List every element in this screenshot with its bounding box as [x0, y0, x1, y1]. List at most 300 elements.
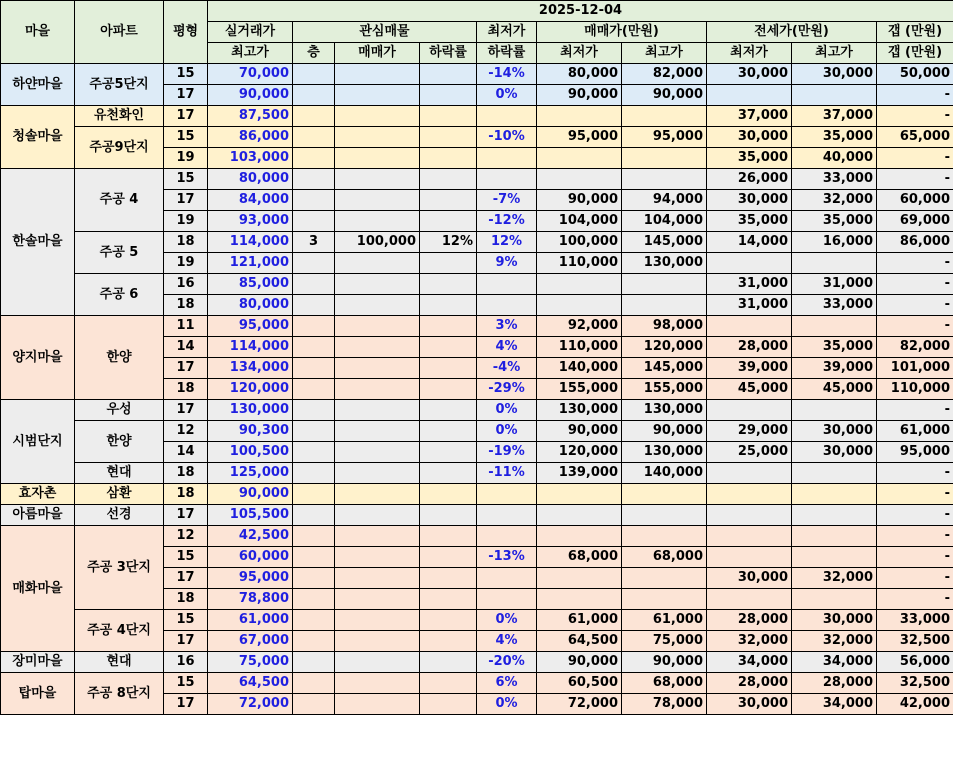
interest-price-cell: [335, 127, 420, 148]
interest-price-cell: [335, 106, 420, 127]
real-trade-max-cell: 67,000: [208, 631, 293, 652]
pyeong-cell: 17: [164, 568, 208, 589]
pyeong-cell: 15: [164, 610, 208, 631]
real-trade-max-cell: 120,000: [208, 379, 293, 400]
header-sale-max: 최고가: [622, 43, 707, 64]
real-trade-max-cell: 86,000: [208, 127, 293, 148]
interest-price-cell: [335, 505, 420, 526]
apartment-cell: 주공 3단지: [75, 526, 164, 610]
real-trade-max-cell: 80,000: [208, 295, 293, 316]
real-trade-max-cell: 64,500: [208, 673, 293, 694]
jeonse-max-cell: [792, 505, 877, 526]
table-row: [1, 652, 953, 673]
interest-floor-cell: [293, 379, 335, 400]
sale-max-cell: 130,000: [622, 442, 707, 463]
jeonse-min-cell: 37,000: [707, 106, 792, 127]
real-trade-max-cell: 90,300: [208, 421, 293, 442]
gap-cell: -: [877, 85, 953, 106]
jeonse-max-cell: 16,000: [792, 232, 877, 253]
sale-max-cell: 68,000: [622, 673, 707, 694]
gap-cell: 110,000: [877, 379, 953, 400]
jeonse-max-cell: 39,000: [792, 358, 877, 379]
interest-price-cell: [335, 295, 420, 316]
pyeong-cell: 17: [164, 190, 208, 211]
gap-cell: -: [877, 589, 953, 610]
village-cell: 탑마을: [1, 673, 75, 715]
interest-drop-cell: [420, 442, 477, 463]
gap-cell: 56,000: [877, 652, 953, 673]
real-trade-max-cell: 103,000: [208, 148, 293, 169]
table-row: [1, 316, 953, 337]
table-row: [1, 274, 953, 295]
interest-drop-cell: [420, 610, 477, 631]
lowest-drop-cell: [477, 526, 537, 547]
jeonse-max-cell: 32,000: [792, 631, 877, 652]
pyeong-cell: 18: [164, 379, 208, 400]
apartment-cell: 현대: [75, 652, 164, 673]
jeonse-min-cell: 45,000: [707, 379, 792, 400]
interest-floor-cell: 3: [293, 232, 335, 253]
jeonse-max-cell: 30,000: [792, 421, 877, 442]
interest-price-cell: [335, 526, 420, 547]
sale-max-cell: [622, 505, 707, 526]
jeonse-min-cell: 29,000: [707, 421, 792, 442]
interest-price-cell: [335, 400, 420, 421]
interest-floor-cell: [293, 505, 335, 526]
jeonse-max-cell: 30,000: [792, 610, 877, 631]
jeonse-max-cell: [792, 253, 877, 274]
sale-min-cell: 130,000: [537, 400, 622, 421]
interest-floor-cell: [293, 316, 335, 337]
sale-min-cell: 60,500: [537, 673, 622, 694]
interest-floor-cell: [293, 547, 335, 568]
lowest-drop-cell: 0%: [477, 85, 537, 106]
lowest-drop-cell: 4%: [477, 337, 537, 358]
table-body: [1, 64, 953, 715]
jeonse-min-cell: 28,000: [707, 673, 792, 694]
apartment-cell: 우성: [75, 400, 164, 421]
real-trade-max-cell: 130,000: [208, 400, 293, 421]
jeonse-min-cell: 28,000: [707, 610, 792, 631]
interest-drop-cell: [420, 169, 477, 190]
jeonse-min-cell: 31,000: [707, 295, 792, 316]
header-lowest: 최저가: [477, 22, 537, 43]
pyeong-cell: 19: [164, 148, 208, 169]
sale-min-cell: 92,000: [537, 316, 622, 337]
real-trade-max-cell: 114,000: [208, 337, 293, 358]
interest-drop-cell: [420, 484, 477, 505]
lowest-drop-cell: 6%: [477, 673, 537, 694]
sale-min-cell: [537, 505, 622, 526]
interest-drop-cell: 12%: [420, 232, 477, 253]
jeonse-max-cell: 35,000: [792, 337, 877, 358]
sale-max-cell: [622, 526, 707, 547]
sale-max-cell: 130,000: [622, 400, 707, 421]
real-trade-max-cell: 125,000: [208, 463, 293, 484]
table-row: [1, 106, 953, 127]
apartment-cell: 선경: [75, 505, 164, 526]
jeonse-max-cell: 37,000: [792, 106, 877, 127]
sale-max-cell: 90,000: [622, 85, 707, 106]
lowest-drop-cell: [477, 568, 537, 589]
sale-max-cell: [622, 274, 707, 295]
jeonse-max-cell: [792, 316, 877, 337]
village-cell: 효자촌: [1, 484, 75, 505]
jeonse-max-cell: [792, 589, 877, 610]
sale-max-cell: 155,000: [622, 379, 707, 400]
real-trade-max-cell: 90,000: [208, 484, 293, 505]
interest-price-cell: [335, 337, 420, 358]
sale-max-cell: [622, 568, 707, 589]
village-cell: 아름마을: [1, 505, 75, 526]
sale-max-cell: 94,000: [622, 190, 707, 211]
interest-price-cell: [335, 190, 420, 211]
interest-floor-cell: [293, 253, 335, 274]
pyeong-cell: 19: [164, 211, 208, 232]
jeonse-max-cell: 32,000: [792, 190, 877, 211]
sale-min-cell: 95,000: [537, 127, 622, 148]
table-row: [1, 484, 953, 505]
sale-max-cell: 104,000: [622, 211, 707, 232]
gap-cell: -: [877, 316, 953, 337]
sale-max-cell: 90,000: [622, 652, 707, 673]
table-row: [1, 610, 953, 631]
interest-drop-cell: [420, 295, 477, 316]
jeonse-min-cell: [707, 85, 792, 106]
table-row: [1, 400, 953, 421]
header-jeonse-max: 최고가: [792, 43, 877, 64]
interest-price-cell: [335, 610, 420, 631]
pyeong-cell: 15: [164, 64, 208, 85]
pyeong-cell: 17: [164, 631, 208, 652]
pyeong-cell: 16: [164, 274, 208, 295]
interest-drop-cell: [420, 631, 477, 652]
gap-cell: -: [877, 400, 953, 421]
interest-price-cell: [335, 211, 420, 232]
sale-min-cell: [537, 106, 622, 127]
real-trade-max-cell: 93,000: [208, 211, 293, 232]
gap-cell: 95,000: [877, 442, 953, 463]
gap-cell: 82,000: [877, 337, 953, 358]
pyeong-cell: 11: [164, 316, 208, 337]
jeonse-max-cell: [792, 547, 877, 568]
pyeong-cell: 18: [164, 463, 208, 484]
sale-min-cell: 155,000: [537, 379, 622, 400]
header-sale-group: 매매가(만원): [537, 22, 707, 43]
real-trade-max-cell: 90,000: [208, 85, 293, 106]
jeonse-min-cell: 31,000: [707, 274, 792, 295]
header-date: 2025-12-04: [208, 1, 953, 22]
interest-price-cell: [335, 652, 420, 673]
interest-drop-cell: [420, 64, 477, 85]
lowest-drop-cell: -13%: [477, 547, 537, 568]
real-trade-max-cell: 78,800: [208, 589, 293, 610]
interest-floor-cell: [293, 442, 335, 463]
gap-cell: 32,500: [877, 631, 953, 652]
jeonse-min-cell: 25,000: [707, 442, 792, 463]
sale-max-cell: 120,000: [622, 337, 707, 358]
interest-price-cell: [335, 85, 420, 106]
lowest-drop-cell: -19%: [477, 442, 537, 463]
sale-min-cell: 80,000: [537, 64, 622, 85]
gap-cell: -: [877, 148, 953, 169]
sale-min-cell: 104,000: [537, 211, 622, 232]
interest-drop-cell: [420, 148, 477, 169]
sale-max-cell: 140,000: [622, 463, 707, 484]
gap-cell: 32,500: [877, 673, 953, 694]
sale-min-cell: [537, 295, 622, 316]
interest-drop-cell: [420, 568, 477, 589]
real-trade-max-cell: 100,500: [208, 442, 293, 463]
pyeong-cell: 15: [164, 673, 208, 694]
sale-min-cell: 90,000: [537, 421, 622, 442]
interest-drop-cell: [420, 694, 477, 715]
lowest-drop-cell: [477, 505, 537, 526]
interest-drop-cell: [420, 421, 477, 442]
gap-cell: -: [877, 547, 953, 568]
interest-price-cell: [335, 673, 420, 694]
jeonse-min-cell: [707, 400, 792, 421]
apartment-cell: 삼환: [75, 484, 164, 505]
jeonse-max-cell: 30,000: [792, 64, 877, 85]
lowest-drop-cell: 4%: [477, 631, 537, 652]
lowest-drop-cell: [477, 169, 537, 190]
jeonse-max-cell: [792, 526, 877, 547]
lowest-drop-cell: 0%: [477, 400, 537, 421]
interest-price-cell: [335, 442, 420, 463]
real-trade-max-cell: 134,000: [208, 358, 293, 379]
pyeong-cell: 12: [164, 526, 208, 547]
interest-floor-cell: [293, 589, 335, 610]
sale-max-cell: 78,000: [622, 694, 707, 715]
interest-price-cell: [335, 358, 420, 379]
sale-max-cell: 90,000: [622, 421, 707, 442]
jeonse-max-cell: [792, 463, 877, 484]
sale-min-cell: 90,000: [537, 190, 622, 211]
pyeong-cell: 19: [164, 253, 208, 274]
real-trade-max-cell: 105,500: [208, 505, 293, 526]
header-village: 마을: [1, 1, 75, 64]
interest-price-cell: [335, 589, 420, 610]
lowest-drop-cell: -14%: [477, 64, 537, 85]
gap-cell: 60,000: [877, 190, 953, 211]
header-gap-bottom: 갭 (만원): [877, 43, 953, 64]
interest-floor-cell: [293, 169, 335, 190]
jeonse-max-cell: 31,000: [792, 274, 877, 295]
sale-max-cell: 95,000: [622, 127, 707, 148]
gap-cell: -: [877, 106, 953, 127]
interest-floor-cell: [293, 421, 335, 442]
jeonse-max-cell: 30,000: [792, 442, 877, 463]
lowest-drop-cell: [477, 106, 537, 127]
pyeong-cell: 17: [164, 694, 208, 715]
pyeong-cell: 17: [164, 106, 208, 127]
pyeong-cell: 17: [164, 85, 208, 106]
sale-min-cell: 68,000: [537, 547, 622, 568]
interest-drop-cell: [420, 316, 477, 337]
interest-floor-cell: [293, 85, 335, 106]
gap-cell: 42,000: [877, 694, 953, 715]
lowest-drop-cell: [477, 274, 537, 295]
gap-cell: -: [877, 526, 953, 547]
interest-floor-cell: [293, 652, 335, 673]
jeonse-min-cell: [707, 526, 792, 547]
pyeong-cell: 15: [164, 169, 208, 190]
sale-max-cell: [622, 148, 707, 169]
sale-min-cell: 61,000: [537, 610, 622, 631]
pyeong-cell: 18: [164, 295, 208, 316]
lowest-drop-cell: [477, 148, 537, 169]
interest-price-cell: [335, 421, 420, 442]
lowest-drop-cell: -11%: [477, 463, 537, 484]
pyeong-cell: 18: [164, 232, 208, 253]
interest-drop-cell: [420, 505, 477, 526]
header-jeonse-group: 전세가(만원): [707, 22, 877, 43]
interest-price-cell: [335, 316, 420, 337]
apartment-cell: 한양: [75, 316, 164, 400]
apartment-cell: 유천화인: [75, 106, 164, 127]
jeonse-max-cell: [792, 484, 877, 505]
interest-price-cell: [335, 64, 420, 85]
sale-min-cell: 100,000: [537, 232, 622, 253]
sale-max-cell: [622, 484, 707, 505]
table-row: [1, 421, 953, 442]
interest-drop-cell: [420, 337, 477, 358]
interest-price-cell: [335, 484, 420, 505]
interest-drop-cell: [420, 106, 477, 127]
apartment-cell: 주공5단지: [75, 64, 164, 106]
gap-cell: 101,000: [877, 358, 953, 379]
jeonse-max-cell: 35,000: [792, 127, 877, 148]
interest-drop-cell: [420, 358, 477, 379]
interest-drop-cell: [420, 400, 477, 421]
sale-min-cell: [537, 568, 622, 589]
table-row: [1, 505, 953, 526]
jeonse-max-cell: [792, 400, 877, 421]
real-trade-max-cell: 95,000: [208, 316, 293, 337]
sale-min-cell: 64,500: [537, 631, 622, 652]
sale-max-cell: 68,000: [622, 547, 707, 568]
jeonse-max-cell: 33,000: [792, 169, 877, 190]
sale-min-cell: [537, 526, 622, 547]
sale-max-cell: 98,000: [622, 316, 707, 337]
village-cell: 매화마을: [1, 526, 75, 652]
interest-floor-cell: [293, 526, 335, 547]
header-max-price: 최고가: [208, 43, 293, 64]
village-cell: 청솔마을: [1, 106, 75, 169]
gap-cell: 69,000: [877, 211, 953, 232]
table-row: [1, 673, 953, 694]
real-trade-max-cell: 95,000: [208, 568, 293, 589]
gap-cell: -: [877, 274, 953, 295]
table-row: [1, 169, 953, 190]
header-real-trade: 실거래가: [208, 22, 293, 43]
interest-drop-cell: [420, 379, 477, 400]
real-trade-max-cell: 61,000: [208, 610, 293, 631]
jeonse-min-cell: 30,000: [707, 568, 792, 589]
real-trade-max-cell: 114,000: [208, 232, 293, 253]
real-trade-max-cell: 87,500: [208, 106, 293, 127]
interest-floor-cell: [293, 610, 335, 631]
lowest-drop-cell: 3%: [477, 316, 537, 337]
interest-drop-cell: [420, 127, 477, 148]
pyeong-cell: 15: [164, 127, 208, 148]
jeonse-max-cell: 33,000: [792, 295, 877, 316]
lowest-drop-cell: [477, 484, 537, 505]
real-trade-max-cell: 60,000: [208, 547, 293, 568]
interest-price-cell: [335, 694, 420, 715]
sale-max-cell: 145,000: [622, 358, 707, 379]
gap-cell: 65,000: [877, 127, 953, 148]
interest-price-cell: [335, 274, 420, 295]
sale-max-cell: [622, 589, 707, 610]
jeonse-min-cell: 35,000: [707, 148, 792, 169]
pyeong-cell: 14: [164, 442, 208, 463]
jeonse-min-cell: [707, 463, 792, 484]
jeonse-max-cell: 35,000: [792, 211, 877, 232]
lowest-drop-cell: 0%: [477, 610, 537, 631]
pyeong-cell: 18: [164, 589, 208, 610]
sale-max-cell: 61,000: [622, 610, 707, 631]
interest-floor-cell: [293, 400, 335, 421]
real-trade-max-cell: 84,000: [208, 190, 293, 211]
interest-price-cell: [335, 568, 420, 589]
pyeong-cell: 15: [164, 547, 208, 568]
real-trade-max-cell: 42,500: [208, 526, 293, 547]
village-cell: 양지마을: [1, 316, 75, 400]
jeonse-max-cell: [792, 85, 877, 106]
interest-floor-cell: [293, 295, 335, 316]
jeonse-max-cell: 40,000: [792, 148, 877, 169]
apartment-cell: 주공9단지: [75, 127, 164, 169]
interest-floor-cell: [293, 190, 335, 211]
header-apartment: 아파트: [75, 1, 164, 64]
header-lowest-drop: 하락률: [477, 43, 537, 64]
jeonse-min-cell: [707, 547, 792, 568]
gap-cell: 61,000: [877, 421, 953, 442]
apartment-cell: 주공 8단지: [75, 673, 164, 715]
jeonse-min-cell: [707, 589, 792, 610]
header-interest: 관심매물: [293, 22, 477, 43]
interest-drop-cell: [420, 211, 477, 232]
sale-max-cell: 75,000: [622, 631, 707, 652]
real-trade-max-cell: 80,000: [208, 169, 293, 190]
interest-floor-cell: [293, 673, 335, 694]
interest-drop-cell: [420, 547, 477, 568]
gap-cell: 50,000: [877, 64, 953, 85]
pyeong-cell: 17: [164, 358, 208, 379]
sale-min-cell: 139,000: [537, 463, 622, 484]
village-cell: 시범단지: [1, 400, 75, 484]
interest-drop-cell: [420, 652, 477, 673]
jeonse-min-cell: 32,000: [707, 631, 792, 652]
table-row: [1, 64, 953, 85]
lowest-drop-cell: 0%: [477, 694, 537, 715]
pyeong-cell: 18: [164, 484, 208, 505]
interest-floor-cell: [293, 463, 335, 484]
interest-floor-cell: [293, 694, 335, 715]
village-cell: 하얀마을: [1, 64, 75, 106]
gap-cell: -: [877, 568, 953, 589]
real-trade-max-cell: 72,000: [208, 694, 293, 715]
real-trade-max-cell: 70,000: [208, 64, 293, 85]
village-cell: 장미마을: [1, 652, 75, 673]
pyeong-cell: 17: [164, 505, 208, 526]
jeonse-max-cell: 32,000: [792, 568, 877, 589]
jeonse-min-cell: 28,000: [707, 337, 792, 358]
apartment-cell: 주공 5: [75, 232, 164, 274]
jeonse-max-cell: 34,000: [792, 652, 877, 673]
